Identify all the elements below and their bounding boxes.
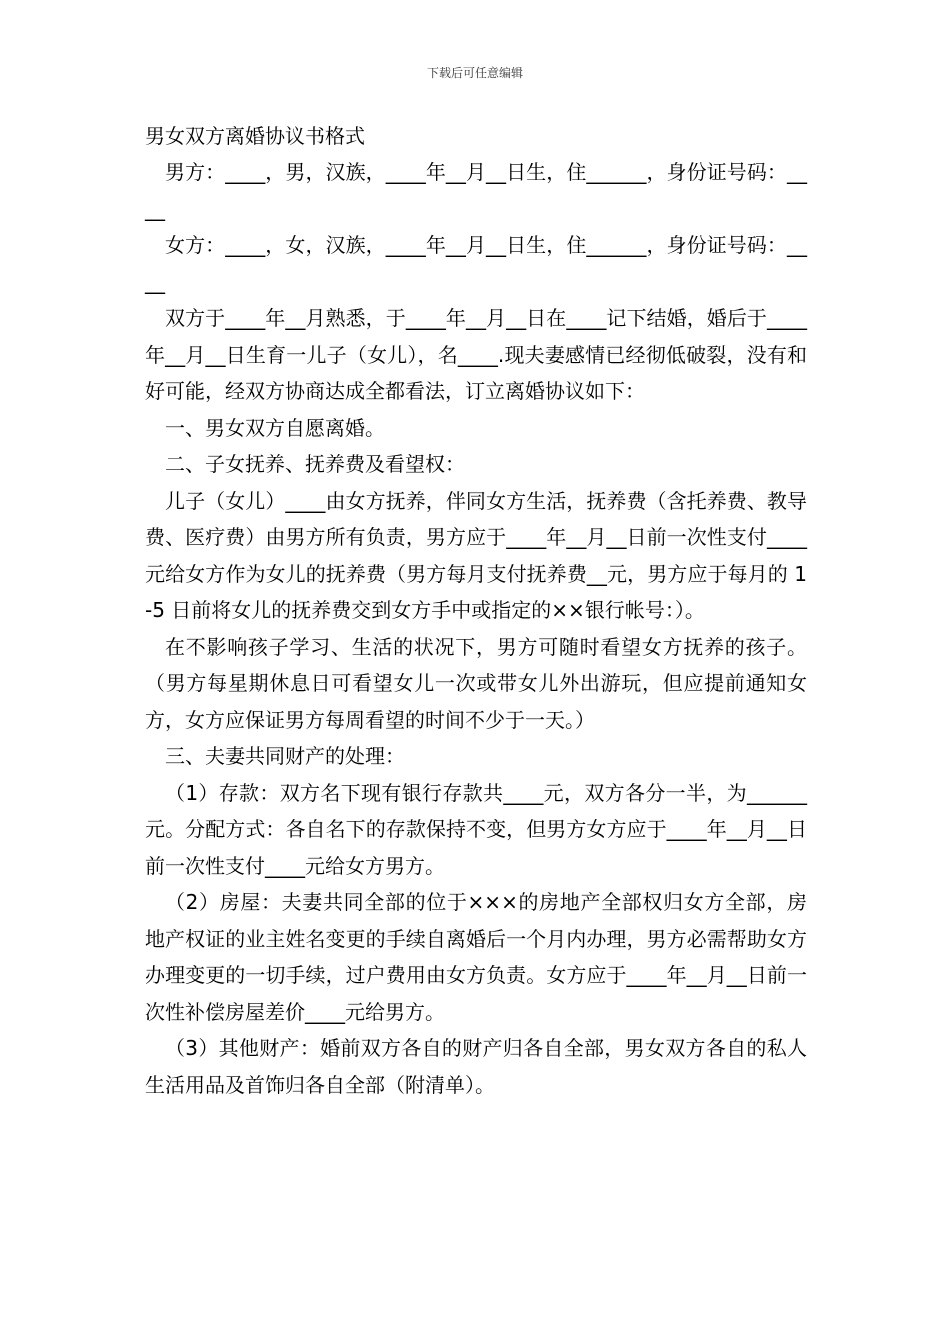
- document-title: 男女双方离婚协议书格式: [145, 124, 365, 148]
- paragraph-other-property: （3）其他财产：婚前双方各自的财产归各自全部，男女双方各自的私人生活用品及首饰归各自全部（附清单）。: [145, 1036, 807, 1097]
- document-body: [145, 118, 807, 1103]
- paragraph-deposits: （1）存款：双方名下现有银行存款共____元，双方各分一半，为______元。分配方式：各自名下的存款保持不变，但男方女方应于____年__月__日前一次性支付____元给女方男方。: [145, 780, 807, 878]
- paragraph-clause-2-heading: 二、子女抚养、抚养费及看望权：: [165, 452, 465, 476]
- paragraph-clause-3-heading: 三、夫妻共同财产的处理：: [165, 744, 405, 768]
- paragraph-woman-info: 女方：____，女，汉族，____年__月__日生，住______，身份证号码：____: [145, 233, 807, 294]
- paragraph-marriage-background: 双方于____年__月熟悉，于____年__月__日在____记下结婚，婚后于____年__月__日生育一儿子（女儿），名____.现夫妻感情已经彻低破裂，没有和好可能，经双方协商达成全都看法，订立离婚协议如下：: [145, 306, 807, 403]
- paragraph-child-support: 儿子（女儿）____由女方抚养，伴同女方生活，抚养费（含托养费、教导费、医疗费）由男方所有负责，男方应于____年__月__日前一次性支付____元给女方作为女儿的抚养费（男方每月支付抚养费__元，男方应于每月的 1-5 日前将女儿的抚养费交到女方手中或指定的××银行帐号：）。: [145, 488, 807, 622]
- paragraph-house: （2）房屋：夫妻共同全部的位于×××的房地产全部权归女方全部，房地产权证的业主姓名变更的手续自离婚后一个月内办理，男方必需帮助女方办理变更的一切手续，过户费用由女方负责。女方应于____年__月__日前一次性补偿房屋差价____元给男方。: [145, 890, 807, 1024]
- header-note: 下载后可任意编辑: [426, 66, 523, 80]
- paragraph-visitation: 在不影响孩子学习、生活的状况下，男方可随时看望女方抚养的孩子。（男方每星期休息日可看望女儿一次或带女儿外出游玩，但应提前通知女方，女方应保证男方每周看望的时间不少于一天。）: [145, 634, 807, 732]
- paragraph-man-info: 男方：____，男，汉族，____年__月__日生，住______，身份证号码：____: [145, 160, 807, 221]
- paragraph-clause-1: 一、男女双方自愿离婚。: [165, 415, 385, 440]
